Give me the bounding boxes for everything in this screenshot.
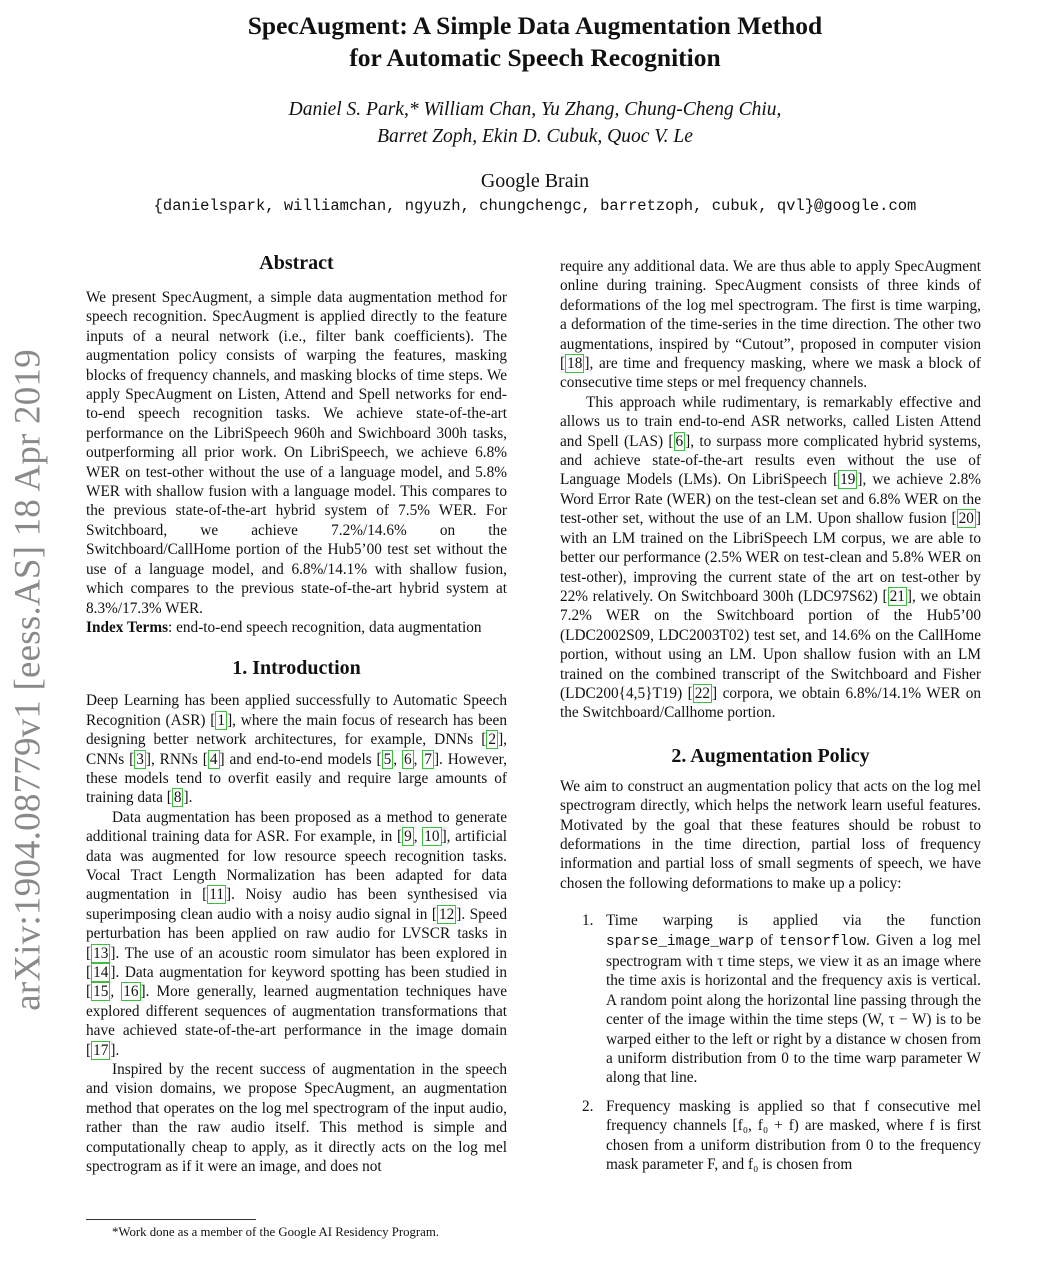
citation-link[interactable]: 10 — [424, 828, 440, 846]
intro-paragraph-4: This approach while rudimentary, is remarkably effective and allows us to train end-to-end ASR networks, called Listen Attend and Spell (LAS) [ 6 ], to surpass more complicated hybrid systems, and achieve state-of-the-art results even without the use of Language Models (LMs). On LibriSpeech [ 19 ], we achieve 2.8% Word Error Rate (WER) on the test-clean set and 6.8% WER on the test-other set, without the use of an LM. Upon shallow fusion [ 20 ] with an LM trained on the LibriSpeech LM corpus, we are able to better our performance (2.5% WER on test-clean and 5.8% WER on test-other), improving the current state of the art on test-other by 22% relatively. On Switchboard 300h (LDC97S62) [ 21 ], we obtain 7.2% WER on the Switchboard portion of the Hub5’00 (LDC2002S09, LDC2003T02) test set, and 14.6% on the CallHome portion, without using an LM. Upon shallow fusion with an LM trained on the combined transcript of the Switchboard and Fisher (LDC200{4,5}T19) [ 22 ] corpora, we obtain 6.8%/14.1% WER on the Switchboard/Callhome portion. — [560, 393, 982, 722]
citation-link[interactable]: 11 — [209, 886, 225, 904]
left-column — [86, 250, 507, 1176]
index-terms — [86, 618, 507, 637]
list-number: 1. — [582, 912, 594, 930]
index-terms-text: : end-to-end speech recognition, data augmentation — [168, 618, 482, 636]
policy-item-time-warping — [560, 911, 981, 1088]
citation-link[interactable]: 2 — [488, 731, 497, 749]
augmentation-policy-heading: 2. Augmentation Policy — [671, 744, 870, 767]
intro-paragraph-3: Inspired by the recent success of augmentation in the speech and vision domains, we propose SpecAugment, an augmentation method that operates on the log mel spectrogram of the input audio, rather than the raw audio itself. This method is simple and computationally cheap to apply, as it directly acts on the log mel spectrogram as if it were an image, and does not — [86, 1061, 507, 1176]
item-text: Frequency masking is applied so that f consecutive mel frequency channels [f₀, f₀ + f) are masked, where f is first chosen from a uniform distribution from 0 to the frequency mask parameter F, and f₀ is chosen from — [606, 1097, 981, 1174]
footnote: *Work done as a member of the Google AI Residency Program. — [112, 1225, 439, 1239]
citation-link[interactable]: 13 — [93, 944, 109, 962]
citation-link[interactable]: 20 — [958, 510, 974, 528]
item-text: . Given a log mel spectrogram with τ time steps, we view it as an image where the time axis is horizontal and the frequency axis is vertical. A random point along the horizontal line passing through the center of the image within the time steps (W, τ − W) is to be warped either to the left or right by a distance w chosen from a uniform distribution from 0 to the time warp parameter W along that line. — [606, 931, 981, 1087]
paper-header — [100, 10, 970, 216]
citation-link[interactable]: 4 — [209, 750, 218, 768]
citation-link[interactable]: 5 — [383, 750, 392, 768]
paper-title — [100, 10, 970, 74]
citation-link[interactable]: 6 — [675, 432, 684, 450]
citation-link[interactable]: 7 — [424, 750, 432, 768]
code-tensorflow: tensorflow — [778, 933, 866, 950]
introduction-heading: 1. Introduction — [232, 657, 361, 680]
citation-link[interactable]: 3 — [136, 750, 144, 768]
authors-line-1: Daniel S. Park,* William Chan, Yu Zhang, Chung-Cheng Chiu, — [288, 99, 782, 120]
citation-link[interactable]: 18 — [567, 355, 583, 373]
citation-link[interactable]: 16 — [123, 983, 139, 1001]
index-terms-label: Index Terms — [86, 618, 169, 636]
citation-link[interactable]: 12 — [438, 905, 455, 923]
intro-paragraph-1: Deep Learning has been applied successfully to Automatic Speech Recognition (ASR) [ 1 ], where the main focus of research has been designing better network architectures, for example, DNNs [ 2 ], CNNs [ 3 ], RNNs [ 4 ] and end-to-end models [ 5 , 6 , 7 ]. However, these models tend to overfit easily and require large amounts of training data [ 8 ]. — [86, 692, 507, 807]
citation-link[interactable]: 1 — [217, 711, 226, 729]
author-emails: {danielspark, williamchan, ngyuzh, chungchengc, barretzoph, cubuk, qvl}@google.com — [153, 197, 917, 215]
policy-intro-paragraph: We aim to construct an augmentation policy that acts on the log mel spectrogram directly, which helps the network learn useful features. Motivated by the goal that these features should be robust to deformations in the time direction, partial loss of frequency information and partial loss of small segments of speech, we have chosen the following deformations to make up a policy: — [560, 777, 981, 892]
policy-list — [560, 911, 981, 1174]
citation-link[interactable]: 8 — [173, 789, 182, 807]
title-line-2: for Automatic Speech Recognition — [349, 43, 721, 72]
citation-link[interactable]: 21 — [889, 587, 905, 605]
citation-link[interactable]: 22 — [694, 684, 711, 702]
arxiv-margin-stamp — [4, 340, 52, 1020]
footnote-divider — [86, 1219, 256, 1220]
citation-link[interactable]: 15 — [93, 983, 109, 1001]
item-text: of — [753, 931, 779, 949]
arxiv-id-text: arXiv:1904.08779v1 [eess.AS] 18 Apr 2019 — [7, 349, 49, 1011]
item-text: Time warping is applied via the function — [606, 912, 981, 930]
citation-link[interactable]: 14 — [93, 964, 109, 981]
author-list — [100, 96, 970, 150]
citation-link[interactable]: 6 — [403, 750, 412, 768]
code-sparse-image-warp: sparse_image_warp — [606, 933, 754, 950]
intro-paragraph-3-continued: require any additional data. We are thus able to apply SpecAugment online during training. SpecAugment consists of three kinds of deformations of the log mel spectrogram. The first is time warping, a deformation of the time-series in the time direction. The other two augmentations, inspired by “Cutout”, proposed in computer vision [ 18 ], are time and frequency masking, where we mask a block of consecutive time steps or mel frequency channels. — [560, 258, 981, 392]
abstract-text: We present SpecAugment, a simple data augmentation method for speech recognition. SpecAugment is applied directly to the feature inputs of a neural network (i.e., filter bank coefficients). The augmentation policy consists of warping the features, masking blocks of frequency channels, and masking blocks of time steps. We apply SpecAugment on Listen, Attend and Spell networks for end-to-end speech recognition tasks. We achieve state-of-the-art performance on the LibriSpeech 960h and Swichboard 300h tasks, outperforming all prior work. On LibriSpeech, we achieve 6.8% WER on test-other without the use of a language model, and 5.8% WER with shallow fusion with a language model. This compares to the previous state-of-the-art hybrid system of 7.5% WER. For Switchboard, we achieve 7.2%/14.6% on the Switchboard/CallHome portion of the Hub5’00 test set without the use of a language model, and 6.8%/14.1% with shallow fusion, which compares to the previous state-of-the-art hybrid system at 8.3%/17.3% WER. — [86, 289, 507, 617]
affiliation: Google Brain — [480, 170, 590, 192]
list-number: 2. — [582, 1097, 594, 1115]
citation-link[interactable]: 17 — [93, 1041, 109, 1059]
citation-link[interactable]: 19 — [840, 471, 856, 489]
citation-link[interactable]: 9 — [404, 828, 412, 846]
intro-paragraph-2: Data augmentation has been proposed as a method to generate additional training data for ASR. For example, in [ 9 , 10 ], artificial data was augmented for low resource speech recognition tasks. Vocal Tract Length Normalization has been adapted for data augmentation in [ 11 ]. Noisy audio has been synthesised via superimposing clean audio with a noisy audio signal in [ 12 ]. Speed perturbation has been applied on raw audio for LVSCR tasks in [ 13 ]. The use of an acoustic room simulator has been explored in [ 14 ]. Data augmentation for keyword spotting has been studied in [ 15 , 16 ]. More generally, learned augmentation techniques have explored different sequences of augmentation transformations that have achieved state-of-the-art performance in the image domain [ 17 ]. — [86, 808, 507, 1059]
policy-item-frequency-masking — [560, 1097, 981, 1175]
abstract-heading: Abstract — [259, 252, 334, 274]
title-line-1: SpecAugment: A Simple Data Augmentation Method — [247, 11, 823, 40]
authors-line-2: Barret Zoph, Ekin D. Cubuk, Quoc V. Le — [377, 126, 693, 147]
right-column — [560, 257, 981, 1183]
